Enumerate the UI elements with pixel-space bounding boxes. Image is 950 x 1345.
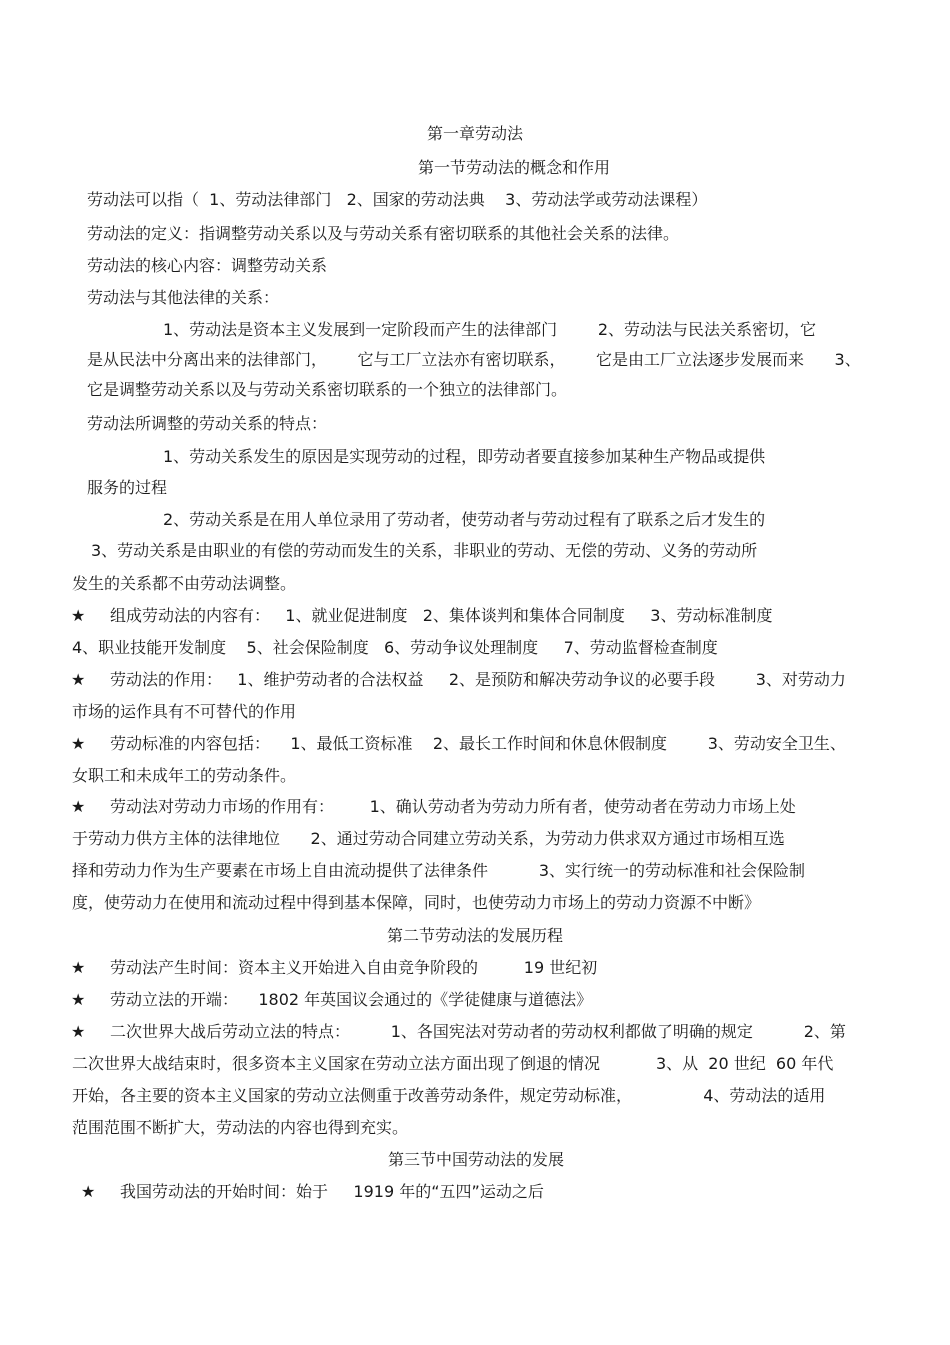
star-bullet-icon: ★: [81, 1182, 96, 1201]
paragraph-line: 市场的运作具有不可替代的作用: [72, 702, 297, 721]
paragraph-line: 是从民法中分离出来的法律部门， 它与工厂立法亦有密切联系， 它是由工厂立法逐步发展而来 3、: [87, 350, 861, 369]
paragraph-line: 劳动法对劳动力市场的作用有： 1、确认劳动者为劳动力所有者，使劳动者在劳动力市场上处: [110, 797, 796, 816]
section-title: 第一节劳动法的概念和作用: [418, 158, 611, 177]
paragraph-line: 劳动法产生时间：资本主义开始进入自由竞争阶段的 19 世纪初: [110, 958, 598, 977]
paragraph-line: 1、劳动关系发生的原因是实现劳动的过程，即劳动者要直接参加某种生产物品或提供: [163, 447, 766, 466]
paragraph-line: 劳动法可以指（ 1、劳动法律部门 2、国家的劳动法典 3、劳动法学或劳动法课程）: [87, 190, 708, 209]
paragraph-line: 范围范围不断扩大，劳动法的内容也得到充实。: [72, 1118, 409, 1137]
section-title: 第二节劳动法的发展历程: [386, 926, 563, 945]
paragraph-line: 劳动立法的开端： 1802 年英国议会通过的《学徒健康与道德法》: [110, 990, 593, 1009]
paragraph-line: 4、职业技能开发制度 5、社会保险制度 6、劳动争议处理制度 7、劳动监督检查制度: [72, 638, 718, 657]
paragraph-line: 组成劳动法的内容有： 1、就业促进制度 2、集体谈判和集体合同制度 3、劳动标准制度: [110, 606, 773, 625]
star-bullet-icon: ★: [71, 670, 86, 689]
paragraph-line: 劳动法的核心内容：调整劳动关系: [87, 256, 328, 275]
paragraph-line: 2、劳动关系是在用人单位录用了劳动者，使劳动者与劳动过程有了联系之后才发生的: [163, 510, 766, 529]
paragraph-line: 劳动标准的内容包括： 1、最低工资标准 2、最长工作时间和休息休假制度 3、劳动安全卫生、: [110, 734, 846, 753]
star-bullet-icon: ★: [71, 990, 86, 1009]
paragraph-line: 女职工和未成年工的劳动条件。: [72, 766, 297, 785]
paragraph-line: 度，使劳动力在使用和流动过程中得到基本保障，同时，也使劳动力市场上的劳动力资源不中断》: [72, 893, 761, 912]
paragraph-line: 开始，各主要的资本主义国家的劳动立法侧重于改善劳动条件，规定劳动标准， 4、劳动法的适用: [72, 1086, 826, 1105]
paragraph-line: 劳动法所调整的劳动关系的特点：: [87, 414, 328, 433]
paragraph-line: 1、劳动法是资本主义发展到一定阶段而产生的法律部门 2、劳动法与民法关系密切，它: [163, 320, 817, 339]
paragraph-line: 于劳动力供方主体的法律地位 2、通过劳动合同建立劳动关系，为劳动力供求双方通过市场相互选: [72, 829, 785, 848]
paragraph-line: 劳动法与其他法律的关系：: [87, 288, 280, 307]
paragraph-line: 我国劳动法的开始时间：始于 1919 年的“五四”运动之后: [120, 1182, 544, 1201]
star-bullet-icon: ★: [71, 797, 86, 816]
star-bullet-icon: ★: [71, 1022, 86, 1041]
paragraph-line: 发生的关系都不由劳动法调整。: [72, 574, 297, 593]
paragraph-line: 二次世界大战后劳动立法的特点： 1、各国宪法对劳动者的劳动权利都做了明确的规定 2、第: [110, 1022, 846, 1041]
paragraph-line: 它是调整劳动关系以及与劳动关系密切联系的一个独立的法律部门。: [87, 380, 568, 399]
chapter-title: 第一章劳动法: [426, 124, 523, 143]
star-bullet-icon: ★: [71, 734, 86, 753]
paragraph-line: 服务的过程: [87, 478, 168, 497]
star-bullet-icon: ★: [71, 958, 86, 977]
paragraph-line: 二次世界大战结束时，很多资本主义国家在劳动立法方面出现了倒退的情况 3、从 20 世纪 60 年代: [72, 1054, 834, 1073]
section-title: 第三节中国劳动法的发展: [388, 1150, 565, 1169]
paragraph-line: 劳动法的定义：指调整劳动关系以及与劳动关系有密切联系的其他社会关系的法律。: [87, 224, 680, 243]
paragraph-line: 3、劳动关系是由职业的有偿的劳动而发生的关系，非职业的劳动、无偿的劳动、义务的劳动所: [91, 541, 758, 560]
star-bullet-icon: ★: [71, 606, 86, 625]
paragraph-line: 劳动法的作用： 1、维护劳动者的合法权益 2、是预防和解决劳动争议的必要手段 3、对劳动力: [110, 670, 846, 689]
paragraph-line: 择和劳动力作为生产要素在市场上自由流动提供了法律条件 3、实行统一的劳动标准和社会保险制: [72, 861, 806, 880]
